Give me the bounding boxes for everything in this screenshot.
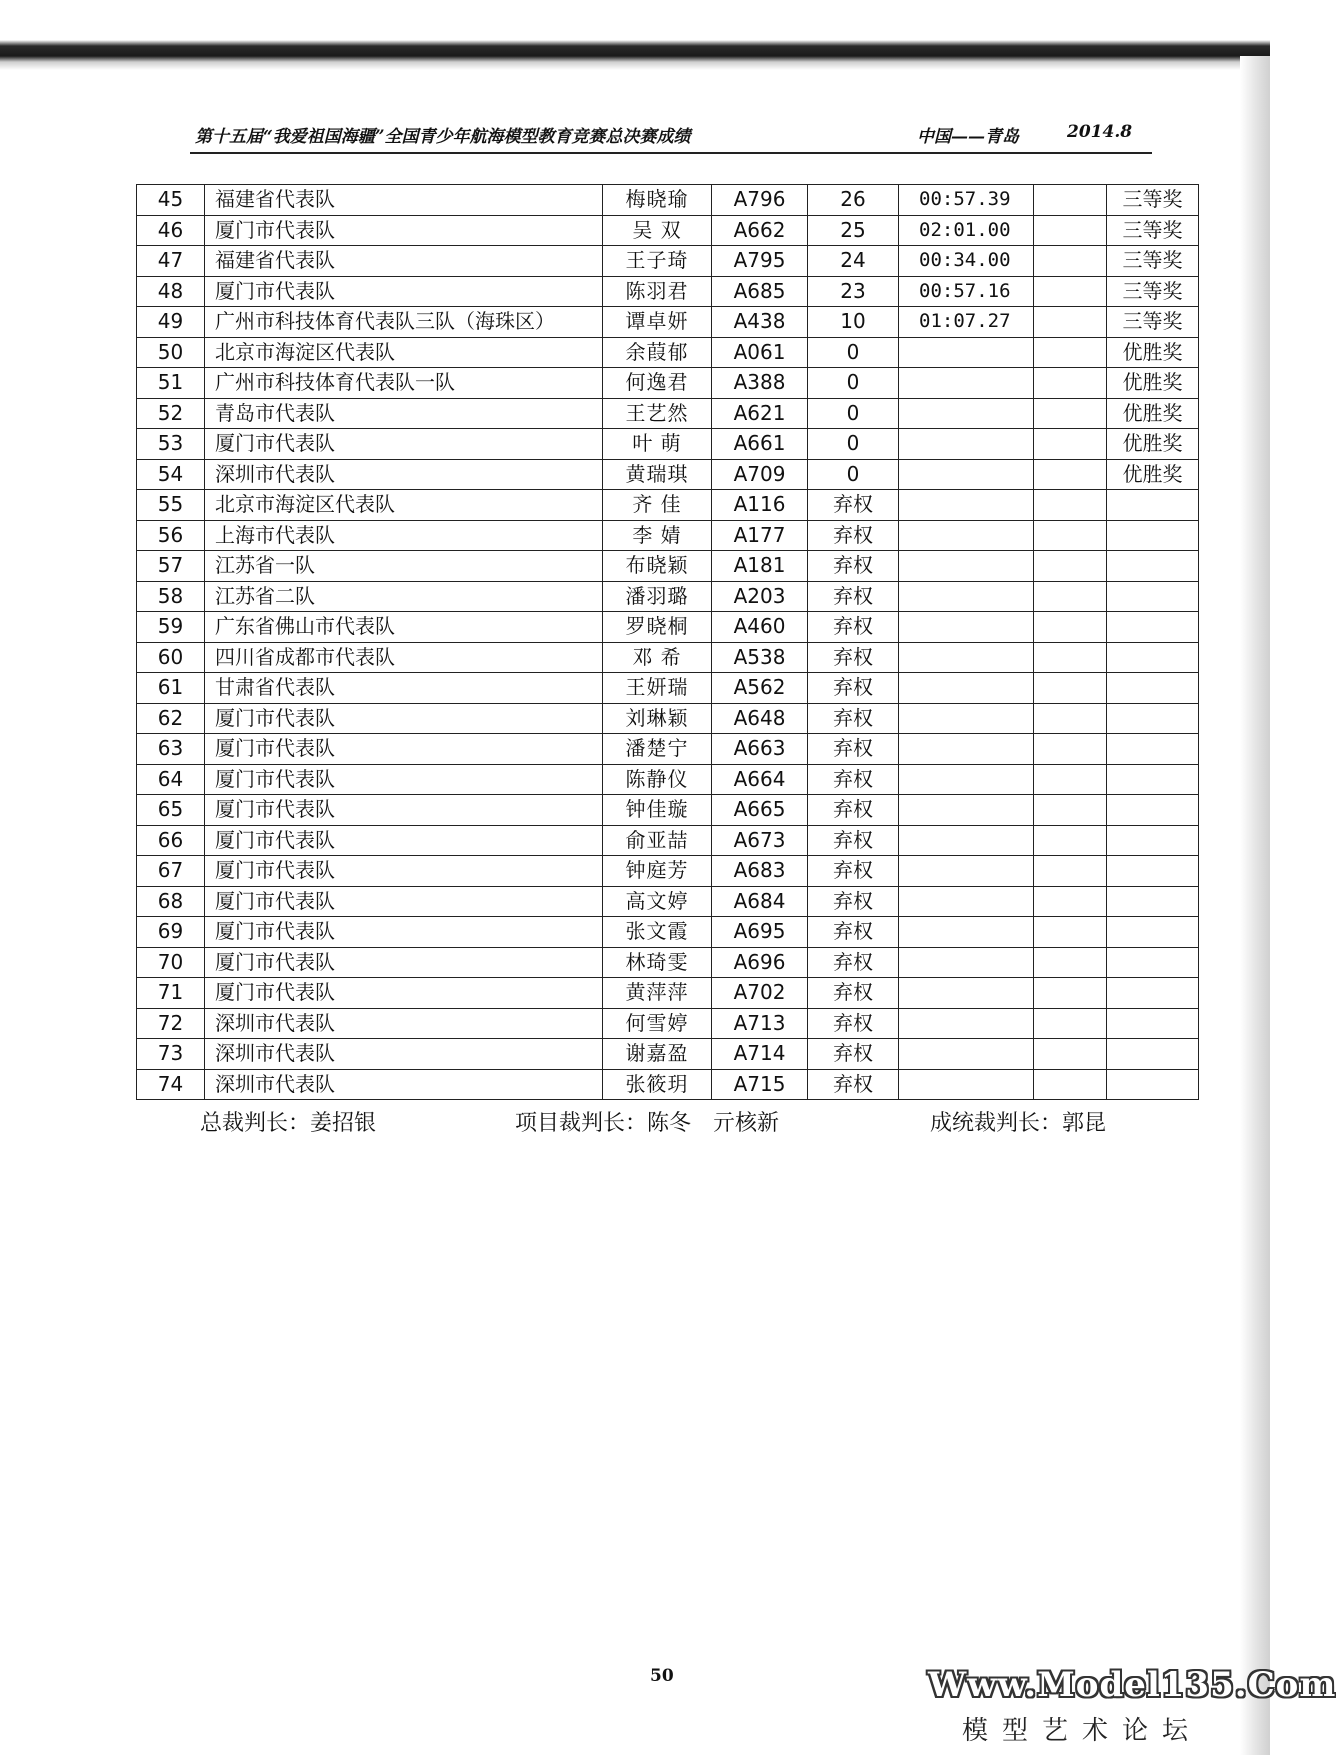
blank-cell <box>1034 307 1107 338</box>
award-cell <box>1107 856 1199 887</box>
blank-cell <box>1034 795 1107 826</box>
row-number-cell: 45 <box>137 185 205 216</box>
table-row <box>137 429 1199 460</box>
award-cell <box>1107 581 1199 612</box>
entry-code-cell: A388 <box>712 368 808 399</box>
row-number-cell: 71 <box>137 978 205 1009</box>
entry-code-cell: A685 <box>712 276 808 307</box>
team-cell: 深圳市代表队 <box>205 1039 603 1070</box>
row-number-cell: 56 <box>137 520 205 551</box>
table-row <box>137 642 1199 673</box>
team-cell: 厦门市代表队 <box>205 825 603 856</box>
blank-cell <box>1034 612 1107 643</box>
athlete-name-cell: 钟佳璇 <box>603 795 712 826</box>
athlete-name-cell: 王子琦 <box>603 246 712 277</box>
team-cell: 厦门市代表队 <box>205 764 603 795</box>
table-row <box>137 276 1199 307</box>
award-cell: 三等奖 <box>1107 276 1199 307</box>
time-cell <box>899 978 1034 1009</box>
header-rule <box>190 152 1152 154</box>
team-cell: 广州市科技体育代表队三队（海珠区） <box>205 307 603 338</box>
table-row <box>137 459 1199 490</box>
table-row <box>137 581 1199 612</box>
watermark-forum: 模型艺术论坛 <box>962 1716 1203 1746</box>
blank-cell <box>1034 703 1107 734</box>
award-cell <box>1107 734 1199 765</box>
team-cell: 江苏省一队 <box>205 551 603 582</box>
blank-cell <box>1034 215 1107 246</box>
time-cell <box>899 1069 1034 1100</box>
table-row <box>137 307 1199 338</box>
award-cell <box>1107 764 1199 795</box>
athlete-name-cell: 吴 双 <box>603 215 712 246</box>
row-number-cell: 48 <box>137 276 205 307</box>
award-cell <box>1107 673 1199 704</box>
score-cell: 弃权 <box>808 581 899 612</box>
award-cell: 优胜奖 <box>1107 429 1199 460</box>
athlete-name-cell: 梅晓瑜 <box>603 185 712 216</box>
time-cell <box>899 1008 1034 1039</box>
athlete-name-cell: 潘楚宁 <box>603 734 712 765</box>
team-cell: 厦门市代表队 <box>205 947 603 978</box>
team-cell: 上海市代表队 <box>205 520 603 551</box>
row-number-cell: 47 <box>137 246 205 277</box>
athlete-name-cell: 布晓颖 <box>603 551 712 582</box>
award-cell: 优胜奖 <box>1107 398 1199 429</box>
athlete-name-cell: 钟庭芳 <box>603 856 712 887</box>
team-cell: 江苏省二队 <box>205 581 603 612</box>
row-number-cell: 53 <box>137 429 205 460</box>
row-number-cell: 46 <box>137 215 205 246</box>
athlete-name-cell: 余葭郁 <box>603 337 712 368</box>
time-cell <box>899 520 1034 551</box>
row-number-cell: 64 <box>137 764 205 795</box>
row-number-cell: 67 <box>137 856 205 887</box>
award-cell: 三等奖 <box>1107 307 1199 338</box>
score-cell: 23 <box>808 276 899 307</box>
award-cell <box>1107 978 1199 1009</box>
time-cell <box>899 551 1034 582</box>
time-cell <box>899 581 1034 612</box>
time-cell <box>899 947 1034 978</box>
row-number-cell: 62 <box>137 703 205 734</box>
athlete-name-cell: 俞亚喆 <box>603 825 712 856</box>
row-number-cell: 51 <box>137 368 205 399</box>
blank-cell <box>1034 886 1107 917</box>
team-cell: 厦门市代表队 <box>205 429 603 460</box>
athlete-name-cell: 何雪婷 <box>603 1008 712 1039</box>
blank-cell <box>1034 764 1107 795</box>
team-cell: 广东省佛山市代表队 <box>205 612 603 643</box>
team-cell: 厦门市代表队 <box>205 276 603 307</box>
table-row <box>137 795 1199 826</box>
athlete-name-cell: 张文霞 <box>603 917 712 948</box>
score-cell: 弃权 <box>808 1069 899 1100</box>
score-cell: 弃权 <box>808 978 899 1009</box>
athlete-name-cell: 何逸君 <box>603 368 712 399</box>
athlete-name-cell: 邓 希 <box>603 642 712 673</box>
table-row <box>137 246 1199 277</box>
header-title: 第十五届“我爱祖国海疆”全国青少年航海模型教育竞赛总决赛成绩 <box>195 127 691 147</box>
entry-code-cell: A714 <box>712 1039 808 1070</box>
table-row <box>137 947 1199 978</box>
table-row <box>137 520 1199 551</box>
athlete-name-cell: 黄瑞琪 <box>603 459 712 490</box>
time-cell <box>899 368 1034 399</box>
time-cell <box>899 490 1034 521</box>
entry-code-cell: A665 <box>712 795 808 826</box>
blank-cell <box>1034 947 1107 978</box>
score-cell: 弃权 <box>808 612 899 643</box>
blank-cell <box>1034 1039 1107 1070</box>
row-number-cell: 72 <box>137 1008 205 1039</box>
entry-code-cell: A702 <box>712 978 808 1009</box>
score-cell: 弃权 <box>808 520 899 551</box>
header-place: 中国——青岛 <box>917 127 1019 147</box>
time-cell <box>899 398 1034 429</box>
table-row <box>137 673 1199 704</box>
score-cell: 弃权 <box>808 1039 899 1070</box>
athlete-name-cell: 潘羽璐 <box>603 581 712 612</box>
time-cell <box>899 886 1034 917</box>
team-cell: 北京市海淀区代表队 <box>205 337 603 368</box>
team-cell: 深圳市代表队 <box>205 1069 603 1100</box>
score-cell: 弃权 <box>808 795 899 826</box>
time-cell <box>899 764 1034 795</box>
entry-code-cell: A177 <box>712 520 808 551</box>
row-number-cell: 49 <box>137 307 205 338</box>
time-cell <box>899 795 1034 826</box>
score-cell: 0 <box>808 368 899 399</box>
row-number-cell: 52 <box>137 398 205 429</box>
entry-code-cell: A662 <box>712 215 808 246</box>
score-cell: 弃权 <box>808 1008 899 1039</box>
time-cell <box>899 673 1034 704</box>
blank-cell <box>1034 520 1107 551</box>
table-row <box>137 764 1199 795</box>
page-header <box>195 122 1150 150</box>
time-cell <box>899 337 1034 368</box>
team-cell: 厦门市代表队 <box>205 978 603 1009</box>
table-row <box>137 734 1199 765</box>
entry-code-cell: A684 <box>712 886 808 917</box>
blank-cell <box>1034 185 1107 216</box>
table-row <box>137 185 1199 216</box>
award-cell: 三等奖 <box>1107 185 1199 216</box>
team-cell: 厦门市代表队 <box>205 917 603 948</box>
entry-code-cell: A713 <box>712 1008 808 1039</box>
team-cell: 广州市科技体育代表队一队 <box>205 368 603 399</box>
row-number-cell: 55 <box>137 490 205 521</box>
team-cell: 福建省代表队 <box>205 246 603 277</box>
entry-code-cell: A203 <box>712 581 808 612</box>
blank-cell <box>1034 856 1107 887</box>
time-cell <box>899 825 1034 856</box>
time-cell <box>899 459 1034 490</box>
score-cell: 26 <box>808 185 899 216</box>
blank-cell <box>1034 246 1107 277</box>
team-cell: 深圳市代表队 <box>205 459 603 490</box>
award-cell <box>1107 1008 1199 1039</box>
table-row <box>137 398 1199 429</box>
athlete-name-cell: 罗晓桐 <box>603 612 712 643</box>
blank-cell <box>1034 368 1107 399</box>
blank-cell <box>1034 825 1107 856</box>
award-cell <box>1107 795 1199 826</box>
athlete-name-cell: 叶 萌 <box>603 429 712 460</box>
blank-cell <box>1034 581 1107 612</box>
table-row <box>137 856 1199 887</box>
row-number-cell: 69 <box>137 917 205 948</box>
blank-cell <box>1034 459 1107 490</box>
score-cell: 弃权 <box>808 642 899 673</box>
blank-cell <box>1034 490 1107 521</box>
row-number-cell: 70 <box>137 947 205 978</box>
team-cell: 厦门市代表队 <box>205 795 603 826</box>
blank-cell <box>1034 917 1107 948</box>
entry-code-cell: A648 <box>712 703 808 734</box>
team-cell: 北京市海淀区代表队 <box>205 490 603 521</box>
award-cell: 三等奖 <box>1107 215 1199 246</box>
score-cell: 弃权 <box>808 917 899 948</box>
row-number-cell: 57 <box>137 551 205 582</box>
header-date: 2014.8 <box>1067 122 1133 142</box>
table-row <box>137 215 1199 246</box>
scoring-referee: 成统裁判长：郭昆 <box>930 1111 1107 1136</box>
award-cell <box>1107 825 1199 856</box>
entry-code-cell: A438 <box>712 307 808 338</box>
chief-referee: 总裁判长：姜招银 <box>200 1111 377 1136</box>
results-table <box>136 184 1199 1100</box>
scan-top-shadow <box>0 0 1270 70</box>
blank-cell <box>1034 673 1107 704</box>
entry-code-cell: A061 <box>712 337 808 368</box>
blank-cell <box>1034 276 1107 307</box>
score-cell: 0 <box>808 398 899 429</box>
team-cell: 深圳市代表队 <box>205 1008 603 1039</box>
score-cell: 弃权 <box>808 734 899 765</box>
athlete-name-cell: 林琦雯 <box>603 947 712 978</box>
row-number-cell: 54 <box>137 459 205 490</box>
award-cell <box>1107 642 1199 673</box>
row-number-cell: 60 <box>137 642 205 673</box>
time-cell <box>899 703 1034 734</box>
entry-code-cell: A673 <box>712 825 808 856</box>
table-row <box>137 1008 1199 1039</box>
score-cell: 弃权 <box>808 886 899 917</box>
scan-right-shadow <box>1240 56 1270 1755</box>
team-cell: 厦门市代表队 <box>205 886 603 917</box>
time-cell <box>899 917 1034 948</box>
entry-code-cell: A116 <box>712 490 808 521</box>
blank-cell <box>1034 1008 1107 1039</box>
team-cell: 福建省代表队 <box>205 185 603 216</box>
entry-code-cell: A696 <box>712 947 808 978</box>
athlete-name-cell: 高文婷 <box>603 886 712 917</box>
time-cell <box>899 1039 1034 1070</box>
table-row <box>137 703 1199 734</box>
time-cell: 00:34.00 <box>899 246 1034 277</box>
athlete-name-cell: 王艺然 <box>603 398 712 429</box>
time-cell: 00:57.39 <box>899 185 1034 216</box>
referee-line <box>200 1106 1200 1138</box>
award-cell <box>1107 551 1199 582</box>
entry-code-cell: A538 <box>712 642 808 673</box>
table-row <box>137 917 1199 948</box>
award-cell <box>1107 947 1199 978</box>
blank-cell <box>1034 398 1107 429</box>
athlete-name-cell: 张筱玥 <box>603 1069 712 1100</box>
award-cell <box>1107 490 1199 521</box>
time-cell: 01:07.27 <box>899 307 1034 338</box>
team-cell: 厦门市代表队 <box>205 856 603 887</box>
award-cell <box>1107 703 1199 734</box>
results-body <box>137 185 1199 1100</box>
table-row <box>137 1039 1199 1070</box>
page-number: 50 <box>650 1666 674 1686</box>
row-number-cell: 58 <box>137 581 205 612</box>
athlete-name-cell: 王妍瑞 <box>603 673 712 704</box>
entry-code-cell: A715 <box>712 1069 808 1100</box>
blank-cell <box>1034 1069 1107 1100</box>
score-cell: 弃权 <box>808 825 899 856</box>
team-cell: 厦门市代表队 <box>205 703 603 734</box>
entry-code-cell: A683 <box>712 856 808 887</box>
blank-cell <box>1034 734 1107 765</box>
award-cell <box>1107 612 1199 643</box>
blank-cell <box>1034 551 1107 582</box>
entry-code-cell: A796 <box>712 185 808 216</box>
row-number-cell: 63 <box>137 734 205 765</box>
table-row <box>137 337 1199 368</box>
entry-code-cell: A181 <box>712 551 808 582</box>
entry-code-cell: A621 <box>712 398 808 429</box>
table-row <box>137 825 1199 856</box>
table-row <box>137 368 1199 399</box>
project-referee: 项目裁判长：陈冬 亓核新 <box>515 1111 780 1136</box>
score-cell: 0 <box>808 459 899 490</box>
entry-code-cell: A460 <box>712 612 808 643</box>
time-cell <box>899 856 1034 887</box>
athlete-name-cell: 陈羽君 <box>603 276 712 307</box>
score-cell: 弃权 <box>808 947 899 978</box>
award-cell: 优胜奖 <box>1107 459 1199 490</box>
score-cell: 弃权 <box>808 490 899 521</box>
time-cell: 00:57.16 <box>899 276 1034 307</box>
row-number-cell: 59 <box>137 612 205 643</box>
score-cell: 弃权 <box>808 856 899 887</box>
score-cell: 弃权 <box>808 703 899 734</box>
award-cell: 三等奖 <box>1107 246 1199 277</box>
time-cell <box>899 612 1034 643</box>
table-row <box>137 551 1199 582</box>
row-number-cell: 68 <box>137 886 205 917</box>
entry-code-cell: A695 <box>712 917 808 948</box>
table-row <box>137 490 1199 521</box>
award-cell: 优胜奖 <box>1107 337 1199 368</box>
table-row <box>137 886 1199 917</box>
athlete-name-cell: 李 婧 <box>603 520 712 551</box>
award-cell <box>1107 1069 1199 1100</box>
row-number-cell: 65 <box>137 795 205 826</box>
score-cell: 0 <box>808 429 899 460</box>
award-cell <box>1107 520 1199 551</box>
entry-code-cell: A663 <box>712 734 808 765</box>
score-cell: 弃权 <box>808 551 899 582</box>
blank-cell <box>1034 642 1107 673</box>
table-row <box>137 978 1199 1009</box>
athlete-name-cell: 黄萍萍 <box>603 978 712 1009</box>
team-cell: 厦门市代表队 <box>205 215 603 246</box>
blank-cell <box>1034 337 1107 368</box>
row-number-cell: 50 <box>137 337 205 368</box>
table-row <box>137 1069 1199 1100</box>
team-cell: 厦门市代表队 <box>205 734 603 765</box>
row-number-cell: 73 <box>137 1039 205 1070</box>
score-cell: 0 <box>808 337 899 368</box>
team-cell: 青岛市代表队 <box>205 398 603 429</box>
award-cell <box>1107 1039 1199 1070</box>
table-row <box>137 612 1199 643</box>
time-cell <box>899 429 1034 460</box>
award-cell <box>1107 886 1199 917</box>
row-number-cell: 66 <box>137 825 205 856</box>
row-number-cell: 61 <box>137 673 205 704</box>
score-cell: 弃权 <box>808 764 899 795</box>
score-cell: 10 <box>808 307 899 338</box>
blank-cell <box>1034 429 1107 460</box>
athlete-name-cell: 齐 佳 <box>603 490 712 521</box>
score-cell: 弃权 <box>808 673 899 704</box>
athlete-name-cell: 陈静仪 <box>603 764 712 795</box>
entry-code-cell: A709 <box>712 459 808 490</box>
row-number-cell: 74 <box>137 1069 205 1100</box>
score-cell: 25 <box>808 215 899 246</box>
entry-code-cell: A795 <box>712 246 808 277</box>
athlete-name-cell: 谭卓妍 <box>603 307 712 338</box>
time-cell <box>899 734 1034 765</box>
team-cell: 甘肃省代表队 <box>205 673 603 704</box>
athlete-name-cell: 刘琳颖 <box>603 703 712 734</box>
time-cell: 02:01.00 <box>899 215 1034 246</box>
entry-code-cell: A661 <box>712 429 808 460</box>
time-cell <box>899 642 1034 673</box>
team-cell: 四川省成都市代表队 <box>205 642 603 673</box>
award-cell: 优胜奖 <box>1107 368 1199 399</box>
award-cell <box>1107 917 1199 948</box>
blank-cell <box>1034 978 1107 1009</box>
athlete-name-cell: 谢嘉盈 <box>603 1039 712 1070</box>
score-cell: 24 <box>808 246 899 277</box>
entry-code-cell: A664 <box>712 764 808 795</box>
watermark-site: Www.Model135.Com <box>928 1665 1336 1705</box>
entry-code-cell: A562 <box>712 673 808 704</box>
